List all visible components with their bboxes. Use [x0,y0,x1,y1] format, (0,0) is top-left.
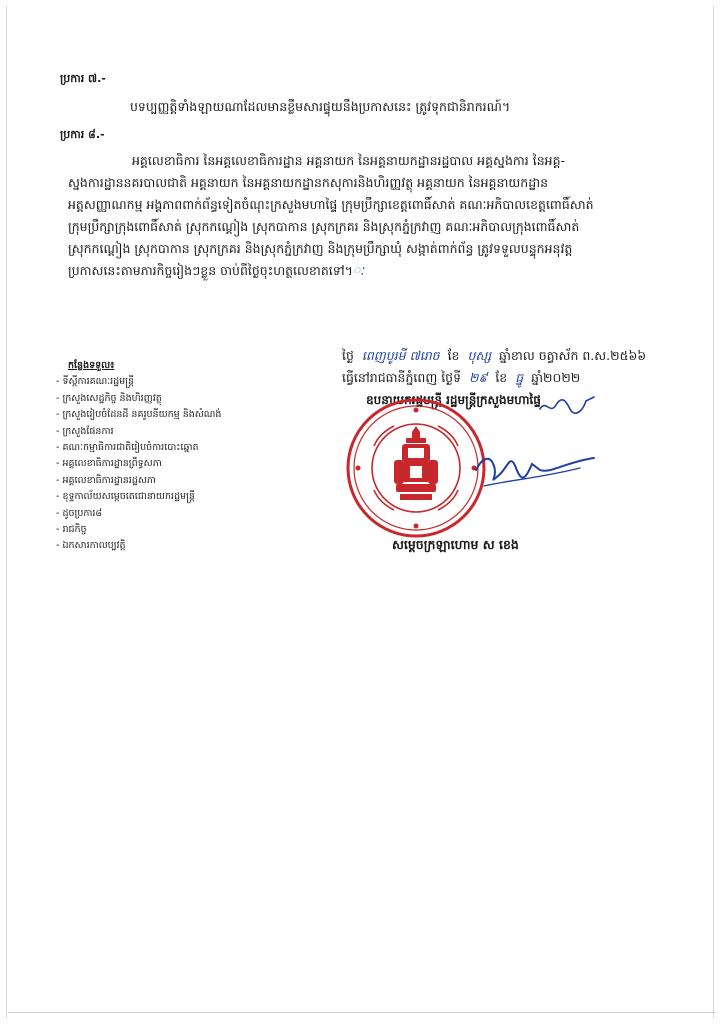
lunar-year: ឆ្នាំខាល ចត្វាស័ក ព.ស.២៥៦៦ [499,348,647,363]
article-8-line: អត្តសញ្ញាណកម្ម អង្គភាពពាក់ព័ន្ធទៀតចំណុះក្រសួងមហាផ្ទៃ ក្រុមប្រឹក្សាខេត្តពោធិ៍សាត់ គណៈអភិបាលខេត្តពោធិ៍សាត់ [68,197,594,212]
solar-date-line [342,367,646,389]
date-year: ឆ្នាំ២០២២ [531,370,581,385]
date-month-handwritten: ធ្នូ [515,370,524,385]
lunar-month-handwritten: បុស្ស [467,348,492,363]
lunar-day-handwritten: ពេញបូរមី ៧រោច [361,348,440,363]
lunar-date-line [342,345,646,367]
article-8-line: ក្រុមប្រឹក្សាក្រុងពោធិ៍សាត់ ស្រុកកណ្ដៀង ស្រុកបាកាន ស្រុកក្រគរ និងស្រុកភ្នំក្រវាញ គណៈអភិបាលក្រុងពោធិ៍សាត់ [68,219,580,234]
distribution-item: - អគ្គលេខាធិការដ្ឋានរដ្ឋសភា [56,474,156,486]
article-8-line-last: ប្រកាសនេះតាមភារកិច្ចរៀងៗខ្លួន ចាប់ពីថ្ងៃចុះហត្ថលេខាតទៅ។ៈ [68,263,364,278]
distribution-item: - ក្រសួងសេដ្ឋកិច្ច និងហិរញ្ញវត្ថុ [56,392,162,404]
distribution-item: - អគ្គលេខាធិការដ្ឋានព្រឹទ្ធសភា [56,458,162,470]
distribution-item: - ក្រសួងរៀបចំដែនដី នគរូបនីយកម្ម និងសំណង់ [56,409,222,421]
distribution-item: - រាជកិច្ច [56,524,87,536]
distribution-item: - គណៈកម្មាធិការជាតិរៀបចំការបោះឆ្នោត [56,442,199,454]
article-7-text: បទប្បញ្ញត្តិទាំងឡាយណាដែលមានខ្លឹមសារផ្ទុយនឹងប្រកាសនេះ ត្រូវទុកជានិរាករណ៍។ [130,99,511,114]
date-month-label: ខែ [495,370,508,385]
handwritten-initials [538,395,598,417]
lunar-month-label: ខែ [447,348,460,363]
signer-name: សម្តេចក្រឡាហោម ស ខេង [392,537,519,552]
lunar-day-label: ថ្ងៃ [342,348,354,363]
distribution-item: - ទីស្ដីការគណៈរដ្ឋមន្ត្រី [56,376,135,388]
official-seal [344,396,488,540]
article-8-heading: ប្រការ ៨.- [60,128,105,141]
handwritten-mark: ៈ [352,263,364,278]
distribution-item: - ក្រសួងផែនការ [56,425,114,437]
date-place: ធ្វើនៅរាជធានីភ្នំពេញ ថ្ងៃទី [342,370,462,385]
distribution-item: - ខុទ្ទកាល័យសម្ដេចតេជោនាយករដ្ឋមន្ត្រី [56,491,195,503]
handwritten-signature [470,440,600,500]
article-7-heading: ប្រការ ៧.- [60,72,106,85]
page-bottom-rule [8,1012,716,1013]
distribution-list [56,358,221,555]
article-8-line: ស្រុកកណ្ដៀង ស្រុកបាកាន ស្រុកក្រគរ និងស្រុកភ្នំក្រវាញ និងក្រុមប្រឹក្សាឃុំ សង្កាត់ពាក់ព័ន្ធ ត្រូវទទួលបន្ទុកអនុវត្ត [68,241,573,256]
distribution-item: - ដូចប្រការ៨ [56,507,103,519]
date-block [342,345,646,389]
distribution-title: កន្លែងទទួល៖ [68,360,115,371]
distribution-item: - ឯកសារកាលប្បវត្តិ [56,540,126,552]
article-8-line: ស្នងការដ្ឋាននគរបាលជាតិ អគ្គនាយក នៃអគ្គនាយកដ្ឋានកសុការនិងហិរញ្ញវត្ថុ អគ្គនាយក នៃអគ្គនាយកដ្ឋាន [68,175,549,190]
signer-title: ឧបនាយករដ្ឋមន្ត្រី រដ្ឋមន្ត្រីក្រសួងមហាផ្ទៃ [366,393,541,407]
date-day-handwritten: ២៩ [469,370,488,385]
article-8-line: អគ្គលេខាធិការ នៃអគ្គលេខាធិការដ្ឋាន អគ្គនាយក នៃអគ្គនាយកដ្ឋានរដ្ឋបាល អគ្គស្នងការ នៃអគ្គ- [132,153,566,168]
article-8-body [68,150,668,282]
